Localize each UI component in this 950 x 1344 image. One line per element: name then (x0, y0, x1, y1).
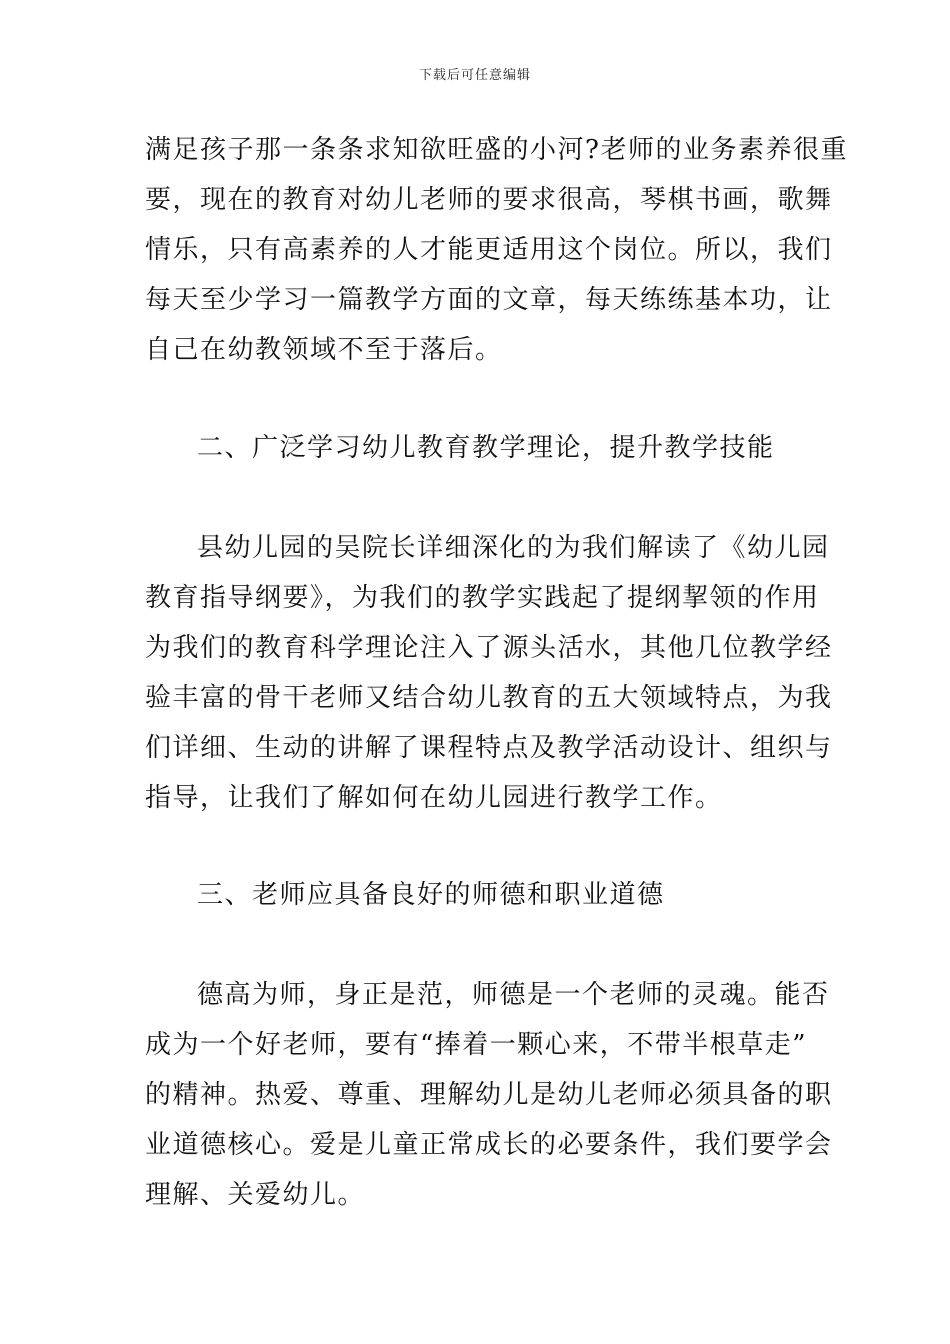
paragraph-line: 指导，让我们了解如何在幼儿园进行教学工作。 (145, 783, 723, 813)
paragraph-line: 每天至少学习一篇教学方面的文章，每天练练基本功，让 (145, 285, 833, 315)
heading-text: 三、老师应具备良好的师德和职业道德 (197, 880, 665, 910)
paragraph-3 (145, 970, 833, 1220)
paragraph-line: 们详细、生动的讲解了课程特点及教学活动设计、组织与 (145, 733, 833, 763)
paragraph-line: 的精神。热爱、尊重、理解幼儿是幼儿老师必须具备的职 (145, 1080, 833, 1110)
paragraph-line: 自己在幼教领域不至于落后。 (145, 335, 503, 365)
paragraph-line: 理解、关爱幼儿。 (145, 1180, 366, 1210)
heading-text: 二、广泛学习幼儿教育教学理论，提升教学技能 (197, 433, 775, 463)
paragraph-line: 县幼儿园的吴院长详细深化的为我们解读了《幼儿园 (197, 533, 830, 563)
paragraph-line: 要，现在的教育对幼儿老师的要求很高，琴棋书画，歌舞 (145, 185, 833, 215)
paragraph-line: 情乐，只有高素养的人才能更适用这个岗位。所以，我们 (145, 235, 833, 265)
paragraph-line: 教育指导纲要》，为我们的教学实践起了提纲挈领的作用 (145, 583, 820, 613)
paragraph-2 (145, 523, 833, 823)
section-heading-2 (145, 423, 807, 473)
paragraph-line: 德高为师，身正是范，师德是一个老师的灵魂。能否 (197, 980, 830, 1010)
paragraph-line: 验丰富的骨干老师又结合幼儿教育的五大领域特点，为我 (145, 683, 833, 713)
paragraph-line: 业道德核心。爱是儿童正常成长的必要条件，我们要学会 (145, 1130, 833, 1160)
page-header: 下载后可任意编辑 (418, 68, 531, 83)
paragraph-1 (145, 125, 848, 375)
section-heading-3 (145, 870, 807, 920)
paragraph-line: 为我们的教育科学理论注入了源头活水，其他几位教学经 (145, 633, 833, 663)
paragraph-line: 满足孩子那一条条求知欲旺盛的小河?老师的业务素养很重 (145, 135, 848, 165)
paragraph-line: 成为一个好老师，要有“捧着一颗心来，不带半根草走” (145, 1030, 808, 1060)
